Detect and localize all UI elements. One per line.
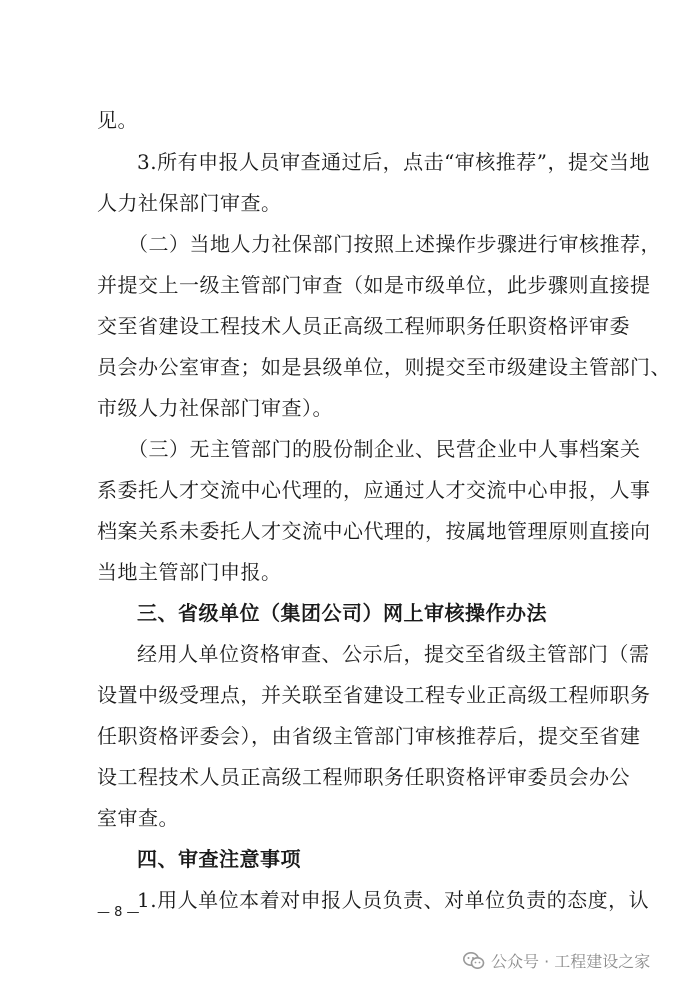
watermark-text: 公众号 · 工程建设之家 bbox=[491, 952, 651, 971]
body-line: 室审查。 bbox=[97, 806, 179, 830]
body-line: 见。 bbox=[97, 108, 138, 132]
body-line: 并提交上一级主管部门审查（如是市级单位，此步骤则直接提 bbox=[97, 273, 651, 297]
body-line: 人力社保部门审查。 bbox=[97, 191, 282, 215]
section-heading: 四、审查注意事项 bbox=[137, 847, 301, 871]
watermark bbox=[463, 949, 650, 972]
body-line: （三）无主管部门的股份制企业、民营企业中人事档案关 bbox=[128, 437, 641, 461]
body-line: （二）当地人力社保部门按照上述操作步骤进行审核推荐， bbox=[128, 232, 661, 256]
body-line: 设工程技术人员正高级工程师职务任职资格评审委员会办公 bbox=[97, 765, 630, 789]
body-line: 系委托人才交流中心代理的，应通过人才交流中心申报，人事 bbox=[97, 478, 651, 502]
body-line: 任职资格评委会），由省级主管部门审核推荐后，提交至省建 bbox=[97, 724, 641, 748]
body-line: 设置中级受理点，并关联至省建设工程专业正高级工程师职务 bbox=[97, 683, 651, 707]
body-line: 员会办公室审查；如是县级单位，则提交至市级建设主管部门、 bbox=[97, 355, 671, 379]
body-line: 市级人力社保部门审查）。 bbox=[97, 396, 333, 420]
body-line: 3.所有申报人员审查通过后，点击“审核推荐”，提交当地 bbox=[137, 150, 651, 174]
body-line: 档案关系未委托人才交流中心代理的，按属地管理原则直接向 bbox=[97, 519, 651, 543]
body-line: 交至省建设工程技术人员正高级工程师职务任职资格评审委 bbox=[97, 314, 630, 338]
body-line: 经用人单位资格审查、公示后，提交至省级主管部门（需 bbox=[137, 642, 650, 666]
section-heading: 三、省级单位（集团公司）网上审核操作办法 bbox=[137, 601, 547, 625]
wechat-icon bbox=[463, 951, 485, 971]
page-number: — 8 — bbox=[97, 905, 140, 920]
body-line: 1.用人单位本着对申报人员负责、对单位负责的态度，认 bbox=[137, 888, 650, 912]
body-line: 当地主管部门申报。 bbox=[97, 560, 282, 584]
